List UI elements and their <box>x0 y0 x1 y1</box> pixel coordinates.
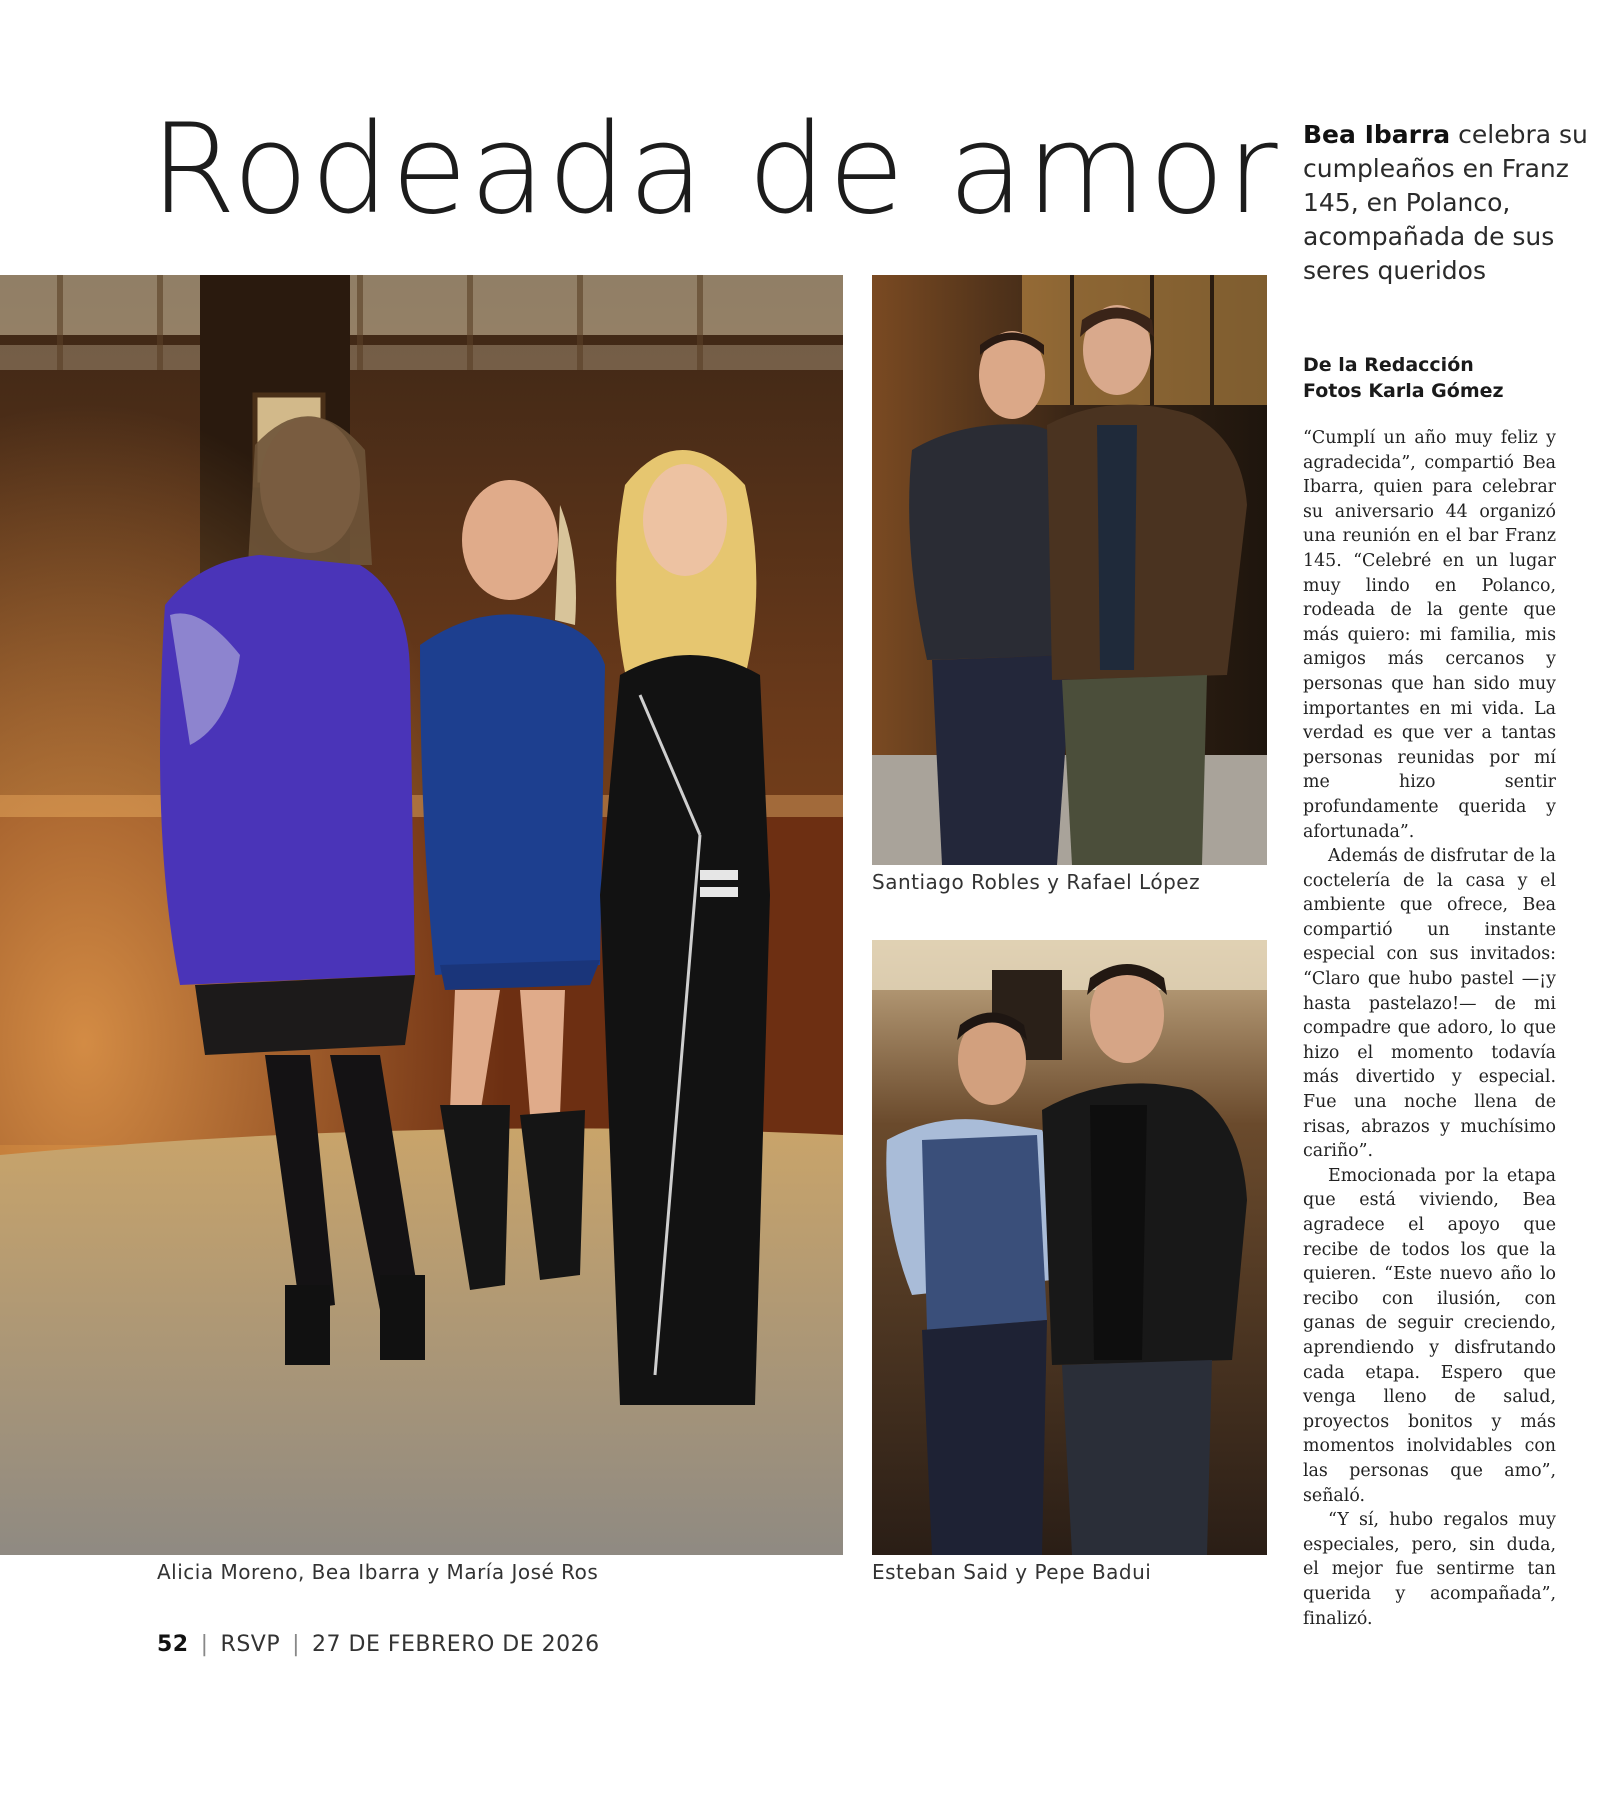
body-paragraph: “Cumplí un año muy feliz y agradecida”, compartió Bea Ibarra, quien para celebrar su aniversario 44 organizó una reunión en el bar Franz 145. “Celebré en un lugar muy lindo en Polanco, rodeada de la gente que más quiero: mi familia, mis amigos más cercanos y personas que han sido muy importantes en mi vida. La verdad es que ver a tantas personas reunidas por mí me hizo sentir profundamente querida y afortunada”. <box>1303 428 1556 842</box>
person-maria-jose <box>600 450 770 1405</box>
magazine-name: RSVP <box>220 1632 281 1657</box>
lede-name: Bea Ibarra <box>1303 120 1451 149</box>
photo-bottom <box>872 940 1267 1555</box>
photo-bottom-image <box>872 940 1267 1555</box>
page-number: 52 <box>157 1632 189 1657</box>
issue-date: 27 DE FEBRERO DE 2026 <box>312 1632 600 1657</box>
body-paragraph: Emocionada por la etapa que está viviendo, Bea agradece el apoyo que recibe de todos los que la quieren. “Este nuevo año lo recibo con ilusión, con ganas de seguir creciendo, aprendiendo y disfrutando cada etapa. Espero que venga lleno de salud, proyectos bonitos y más momentos inolvidables con las personas que amo”, señaló. <box>1303 1165 1556 1506</box>
photo-top <box>872 275 1267 865</box>
photo-top-image <box>872 275 1267 865</box>
photo-main <box>0 275 843 1555</box>
footer-separator: | <box>292 1632 301 1657</box>
body-paragraph: Además de disfrutar de la coctelería de la casa y el ambiente que ofrece, Bea compartió un instante especial con sus invitados: “Claro que hubo pastel —¡y hasta pastelazo!— de mi compadre que adoro, lo que hizo el momento todavía más divertido y especial. Fue una noche llena de risas, abrazos y muchísimo cariño”. <box>1303 846 1556 1162</box>
credit-byline: De la Redacción <box>1303 354 1474 376</box>
photo-main-image <box>0 275 843 1555</box>
body-paragraph: “Y sí, hubo regalos muy especiales, pero, sin duda, el mejor fue sentirme tan querida y acompañada”, finalizó. <box>1303 1510 1556 1629</box>
caption-top: Santiago Robles y Rafael López <box>872 870 1201 894</box>
page-footer <box>157 1632 600 1657</box>
article-credits <box>1303 352 1593 404</box>
caption-bottom: Esteban Said y Pepe Badui <box>872 1560 1152 1584</box>
footer-separator: | <box>200 1632 209 1657</box>
article-body <box>1303 426 1556 1631</box>
lede-text: celebra su cumpleaños en Franz 145, en Polanco, acompañada de sus seres queridos <box>1303 120 1588 285</box>
caption-main: Alicia Moreno, Bea Ibarra y María José Ros <box>157 1560 599 1584</box>
article-title: Rodeada de amor <box>150 98 1280 242</box>
credit-photos: Fotos Karla Gómez <box>1303 380 1504 402</box>
article-lede <box>1303 118 1593 288</box>
